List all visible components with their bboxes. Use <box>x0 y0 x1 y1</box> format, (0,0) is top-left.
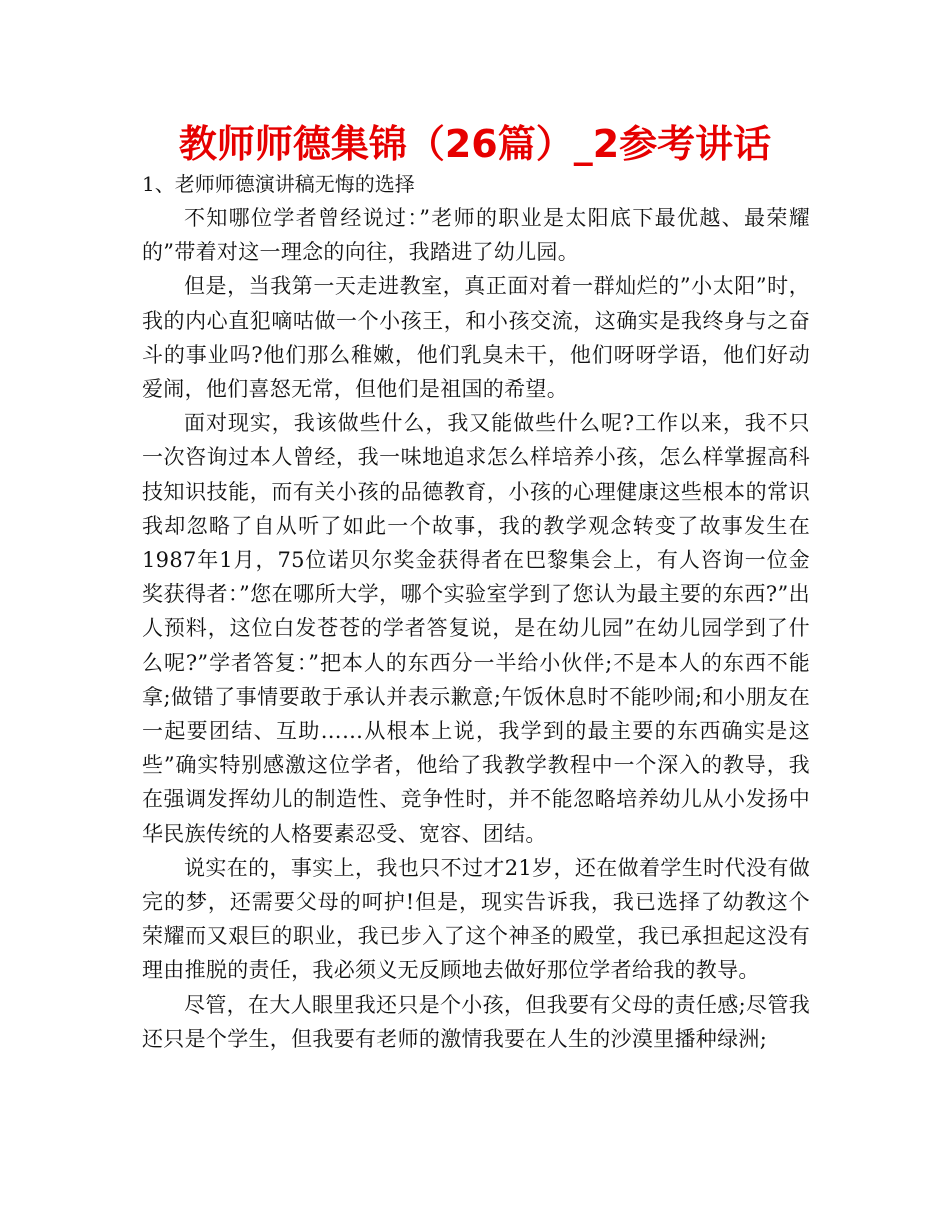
document-title: 教师师德集锦（26篇）_2参考讲话 <box>178 122 772 166</box>
paragraph: 说实在的，事实上，我也只不过才21岁，还在做着学生时代没有做完的梦，还需要父母的呵护!但是，现实告诉我，我已选择了幼教这个荣耀而又艰巨的职业，我已步入了这个神圣的殿堂，我已承担起这没有理由推脱的责任，我必须义无反顾地去做好那位学者给我的教导。 <box>142 855 810 983</box>
paragraph: 但是，当我第一天走进教室，真正面对着一群灿烂的”小太阳”时，我的内心直犯嘀咕做一个小孩王，和小孩交流，这确实是我终身与之奋斗的事业吗?他们那么稚嫩，他们乳臭未干，他们呀呀学语，他们好动爱闹，他们喜怒无常，但他们是祖国的希望。 <box>142 274 810 402</box>
paragraph: 不知哪位学者曾经说过：”老师的职业是太阳底下最优越、最荣耀的”带着对这一理念的向往，我踏进了幼儿园。 <box>142 206 810 265</box>
document-body <box>142 167 810 1056</box>
section-heading: 1、老师师德演讲稿无悔的选择 <box>142 172 415 196</box>
paragraph: 尽管，在大人眼里我还只是个小孩，但我要有父母的责任感;尽管我还只是个学生，但我要有老师的激情我要在人生的沙漠里播种绿洲; <box>142 992 810 1051</box>
paragraph: 面对现实，我该做些什么，我又能做些什么呢?工作以来，我不只一次咨询过本人曾经，我一味地追求怎么样培养小孩，怎么样掌握高科技知识技能，而有关小孩的品德教育，小孩的心理健康这些根本的常识我却忽略了自从听了如此一个故事，我的教学观念转变了故事发生在1987年1月，75位诺贝尔奖金获得者在巴黎集会上，有人咨询一位金奖获得者：”您在哪所大学，哪个实验室学到了您认为最主要的东西?”出人预料，这位白发苍苍的学者答复说，是在幼儿园”在幼儿园学到了什么呢?”学者答复：”把本人的东西分一半给小伙伴;不是本人的东西不能拿;做错了事情要敢于承认并表示歉意;午饭休息时不能吵闹;和小朋友在一起要团结、互助……从根本上说，我学到的最主要的东西确实是这些”确实特别感激这位学者，他给了我教学教程中一个深入的教导，我在强调发挥幼儿的制造性、竞争性时，并不能忽略培养幼儿从小发扬中华民族传统的人格要素忍受、宽容、团结。 <box>142 411 810 846</box>
